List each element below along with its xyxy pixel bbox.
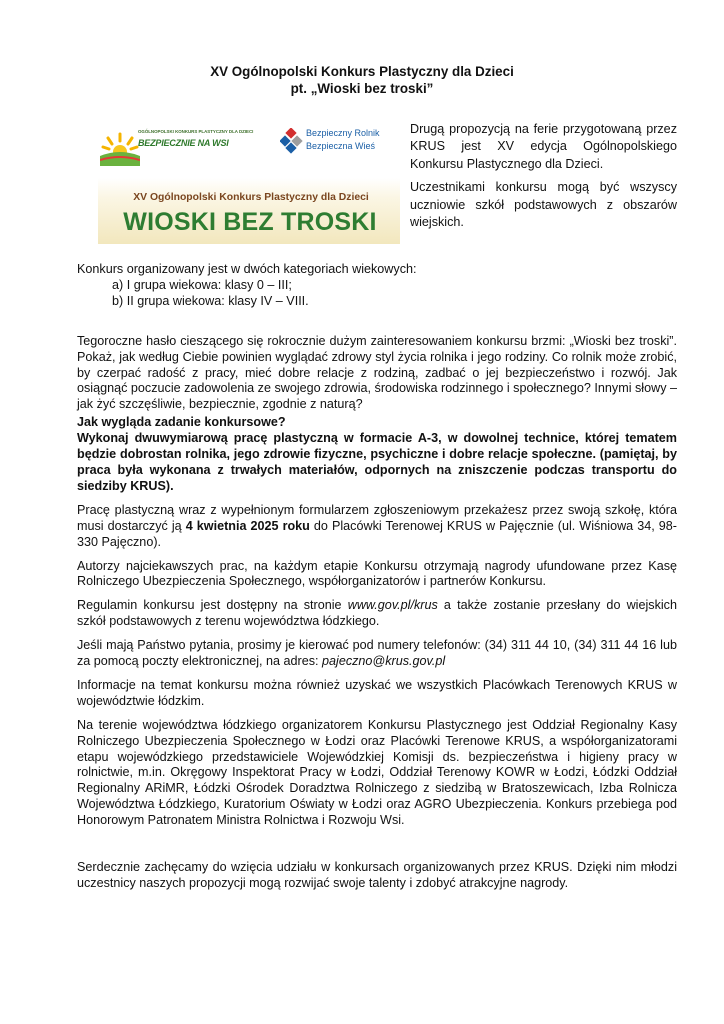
title-line-1: XV Ogólnopolski Konkurs Plastyczny dla Dzieci bbox=[210, 64, 514, 79]
submission-address: do Placówki Terenowej KRUS w Pajęcznie (ul. Wiśniowa 34, 98-330 Pajęczno). bbox=[77, 518, 677, 549]
sun-field-icon bbox=[100, 130, 140, 166]
submission-paragraph bbox=[77, 503, 677, 551]
logo-right-line-1: Bezpieczny Rolnik bbox=[306, 128, 380, 138]
info-paragraph: Informacje na temat konkursu można również uzyskać we wszystkich Placówkach Terenowych KRUS w województwie łódzkim. bbox=[77, 677, 677, 708]
category-b: b) II grupa wiekowa: klasy IV – VIII. bbox=[112, 293, 309, 308]
contest-banner bbox=[98, 120, 400, 244]
bezpieczny-rolnik-logo bbox=[280, 126, 400, 166]
submission-date: 4 kwietnia 2025 roku bbox=[185, 518, 310, 533]
organizers-paragraph: Na terenie województwa łódzkiego organizatorem Konkursu Plastycznego jest Oddział Regionalny Kasy Rolniczego Ubezpieczenia Społecznego w Łodzi oraz Placówki Terenowe KRUS, a współorganizatorami etapu wojewódzkiego przedstawiciele Wojewódzkiej Komisji ds. bezpieczeństwa i higieny pracy w rolnictwie, m.in. Okręgowy Inspektorat Pracy w Łodzi, Oddział Terenowy KOWR w Łodzi, Łódzki Oddział Regionalny ARiMR, Łódzki Ośrodek Doradztwa Rolniczego z siedzibą w Bratoszewicach, Izba Rolnicza Województwa Łódzkiego, Kuratorium Oświaty w Łodzi oraz AGRO Ubezpieczenia. Konkurs przebiega pod Honorowym Patronatem Ministra Rolnictwa i Rozwoju Wsi. bbox=[77, 717, 677, 828]
rules-link[interactable]: www.gov.pl/krus bbox=[347, 598, 438, 613]
intro-column bbox=[410, 121, 677, 237]
contact-paragraph bbox=[77, 638, 677, 670]
rules-text: Regulamin konkursu jest dostępny na stronie bbox=[77, 598, 348, 613]
banner-main-title: WIOSKI BEZ TROSKI bbox=[123, 208, 377, 236]
rules-text-after: a także zostanie przesłany do wiejskich szkół podstawowych z terenu województwa łódzkiego. bbox=[77, 598, 677, 629]
submission-text: Pracę plastyczną wraz z wypełnionym formularzem zgłoszeniowym przekażesz przez swoją szkołę, która musi dostarczyć ją bbox=[77, 502, 677, 533]
task-body: Wykonaj dwuwymiarową pracę plastyczną w formacie A-3, w dowolnej technice, której tematem będzie dobrostan rolnika, jego zdrowie fizyczne, psychiczne i dobre relacje społeczne. (pamiętaj, by praca była wykonana z trwałych materiałów, odpornych na zniszczenie podczas transportu do siedziby KRUS). bbox=[77, 431, 677, 493]
intro-paragraph-2: Uczestnikami konkursu mogą być wszyscy uczniowie szkół podstawowych z obszarów wiejskich. bbox=[410, 180, 677, 230]
contact-text: Jeśli mają Państwo pytania, prosimy je kierować pod numery telefonów: (34) 311 44 10, (34) 311 44 16 lub za pomocą poczty elektronicznej, na adres: bbox=[77, 638, 677, 669]
category-a: a) I grupa wiekowa: klasy 0 – III; bbox=[112, 277, 292, 292]
page-title bbox=[0, 63, 724, 97]
banner-subtitle: XV Ogólnopolski Konkurs Plastyczny dla Dzieci bbox=[133, 192, 369, 203]
logo-small-text: OGÓLNOPOLSKI KONKURS PLASTYCZNY DLA DZIECI bbox=[138, 129, 254, 134]
task-section bbox=[77, 415, 677, 495]
diamond-logo-icon bbox=[280, 128, 304, 154]
bezpiecznie-na-wsi-logo bbox=[98, 122, 268, 182]
theme-paragraph: Tegoroczne hasło cieszącego się rokrocznie dużym zainteresowaniem konkursu brzmi: „Wioski bez troski”. Pokaż, jak według Ciebie powinien wyglądać zdrowy styl życia rolnika i jego rodziny. Co rolnik może zrobić, by czerpać radość z pracy, mieć dobre relacje z rodziną, zadbać o jej bezpieczeństwo i rozwój. Jak osiągnąć poczucie zadowolenia ze swojego zdrowia, środowiska rodzinnego i społecznego? Innymi słowy – jak żyć szczęśliwie, bezpiecznie, zgodnie z naturą? bbox=[77, 333, 677, 412]
contact-email-link[interactable]: pajeczno@krus.gov.pl bbox=[322, 654, 446, 669]
logo-right-line-2: Bezpieczna Wieś bbox=[306, 141, 376, 151]
awards-paragraph: Autorzy najciekawszych prac, na każdym etapie Konkursu otrzymają nagrody ufundowane przez Kasę Rolniczego Ubezpieczenia Społecznego, współorganizatorów i partnerów Konkursu. bbox=[77, 558, 677, 589]
main-content bbox=[77, 262, 677, 892]
title-line-2: pt. „Wioski bez troski” bbox=[290, 81, 434, 96]
rules-paragraph bbox=[77, 598, 677, 630]
logo-main-text: BEZPIECZNIE NA WSI bbox=[138, 138, 229, 148]
closing-paragraph: Serdecznie zachęcamy do wzięcia udziału w konkursach organizowanych przez KRUS. Dzięki nim młodzi uczestnicy naszych propozycji mogą rozwijać swoje talenty i zdobyć atrakcyjne nagrody. bbox=[77, 860, 677, 890]
intro-paragraph-1: Drugą propozycją na ferie przygotowaną przez KRUS jest XV edycja Ogólnopolskiego Konkursu Plastycznego dla Dzieci. bbox=[410, 122, 677, 171]
categories-intro: Konkurs organizowany jest w dwóch kategoriach wiekowych: bbox=[77, 262, 417, 276]
age-categories bbox=[77, 262, 677, 310]
task-question: Jak wygląda zadanie konkursowe? bbox=[77, 415, 286, 430]
